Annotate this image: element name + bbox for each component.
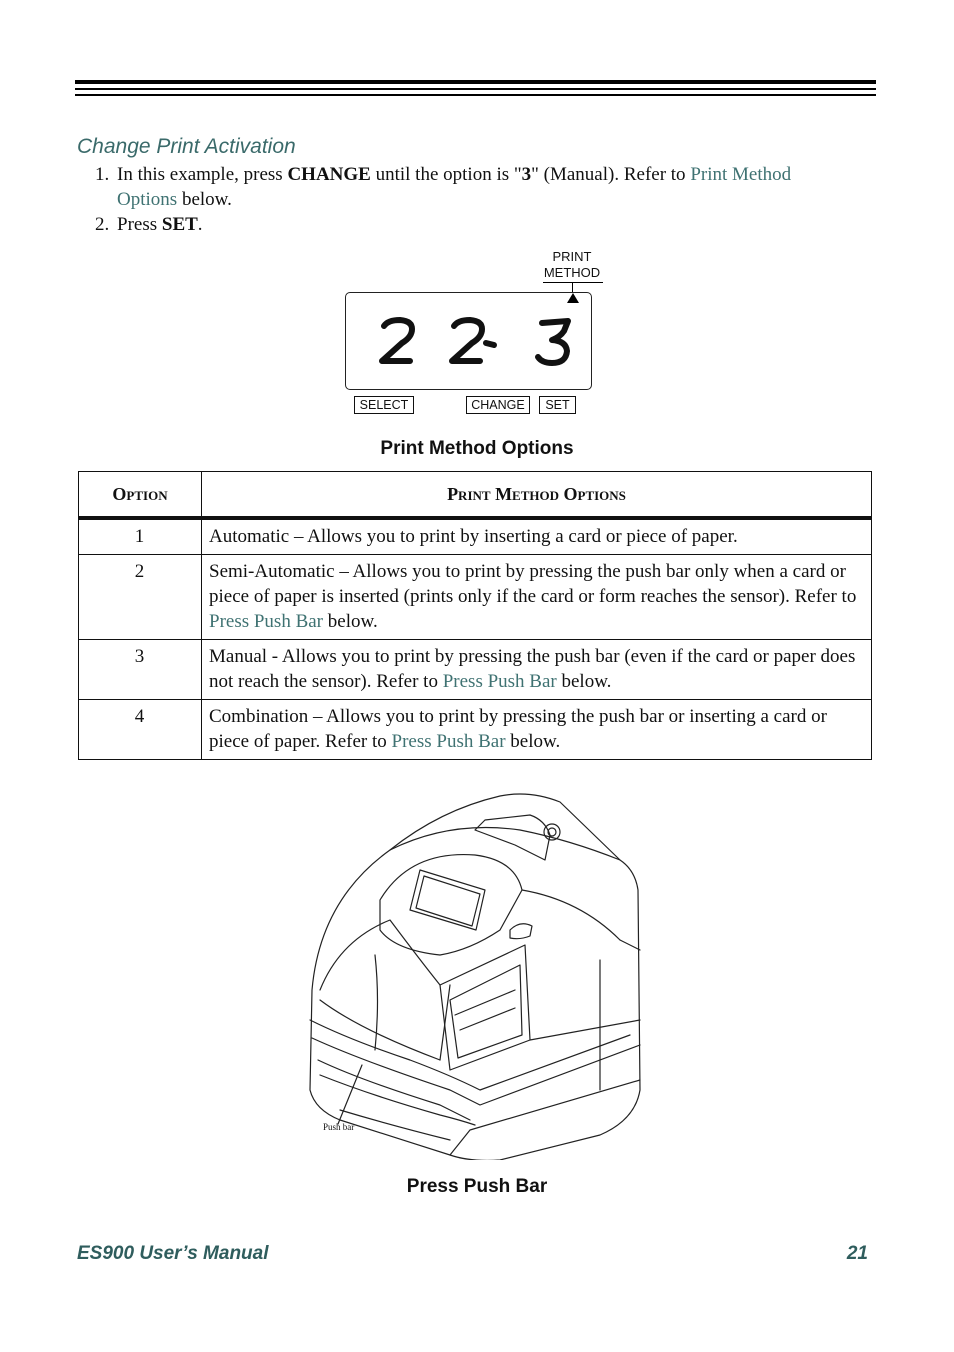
option-description [202, 518, 872, 555]
lcd-dash [486, 343, 494, 345]
press-push-bar-link[interactable]: Press Push Bar [442, 671, 557, 692]
footer-manual-title: ES900 User’s Manual [77, 1243, 269, 1264]
header-rule-thin [75, 94, 876, 96]
steps-list [95, 162, 855, 237]
header-rule-thick [75, 80, 876, 84]
step-2 [95, 212, 855, 237]
table-header-row [79, 472, 872, 519]
indicator-underline [543, 282, 603, 283]
description-text: Automatic – Allows you to print by inserting a card or piece of paper. [209, 526, 738, 547]
step-text: below. [177, 189, 232, 210]
change-key-ref: CHANGE [287, 164, 371, 185]
table-row [79, 518, 872, 555]
press-push-bar-link[interactable]: Press Push Bar [391, 731, 506, 752]
option-number: 2 [79, 555, 202, 640]
figure-caption: Press Push Bar [406, 1176, 548, 1197]
description-text: below. [505, 731, 561, 752]
step-text: " (Manual). Refer to [531, 164, 691, 185]
table-title: Print Method Options [380, 438, 574, 459]
table-row [79, 700, 872, 760]
option-value: 3 [521, 164, 532, 185]
option-number: 1 [79, 518, 202, 555]
indicator-line-2: METHOD [543, 265, 601, 280]
set-key-ref: SET [161, 214, 198, 235]
description-text: Manual - Allows you to print by pressing the push bar (even if the card or paper does not reach the sensor). Refer to [209, 646, 856, 692]
lcd-digit-2 [452, 320, 482, 361]
option-description [202, 700, 872, 760]
step-number: 2. [95, 214, 110, 235]
table-row [79, 555, 872, 640]
table-row [79, 640, 872, 700]
header-rule-middle [75, 88, 876, 90]
option-description [202, 640, 872, 700]
option-description [202, 555, 872, 640]
description-text: Combination – Allows you to print by pressing the push bar or inserting a card or piece of paper. Refer to [209, 706, 827, 752]
option-number: 3 [79, 640, 202, 700]
print-method-indicator-label [536, 249, 608, 281]
description-text: Semi-Automatic – Allows you to print by pressing the push bar only when a card or piece of paper is inserted (prints only if the card or form reaches the sensor). Refer to [209, 561, 857, 607]
lcd-digit-3 [538, 321, 568, 363]
lcd-digit-2 [382, 320, 412, 361]
indicator-tick [572, 282, 573, 292]
section-title: Change Print Activation [77, 135, 296, 158]
print-method-options-table [78, 471, 872, 760]
print-method-options-link[interactable]: Print Method Options [117, 164, 792, 210]
page-number: 21 [846, 1243, 868, 1264]
step-text: until the option is " [370, 164, 522, 185]
lcd-digits [346, 293, 593, 391]
option-number: 4 [79, 700, 202, 760]
step-text: In this example, press [117, 164, 288, 185]
push-bar-callout: Push bar [323, 1122, 355, 1132]
press-push-bar-link[interactable]: Press Push Bar [209, 611, 324, 632]
lcd-display [345, 292, 592, 390]
step-text: Press [117, 214, 162, 235]
change-button[interactable]: CHANGE [466, 396, 530, 414]
description-text: below. [556, 671, 612, 692]
column-header-options: Print Method Options [202, 472, 872, 519]
step-number: 1. [95, 164, 110, 185]
select-button[interactable]: SELECT [354, 396, 414, 414]
description-text: below. [323, 611, 378, 632]
indicator-line-1: PRINT [552, 249, 592, 264]
set-button[interactable]: SET [539, 396, 576, 414]
column-header-option: Option [79, 472, 202, 519]
step-1 [95, 162, 855, 212]
time-clock-printer-illustration [300, 790, 645, 1160]
step-text: . [197, 214, 203, 235]
